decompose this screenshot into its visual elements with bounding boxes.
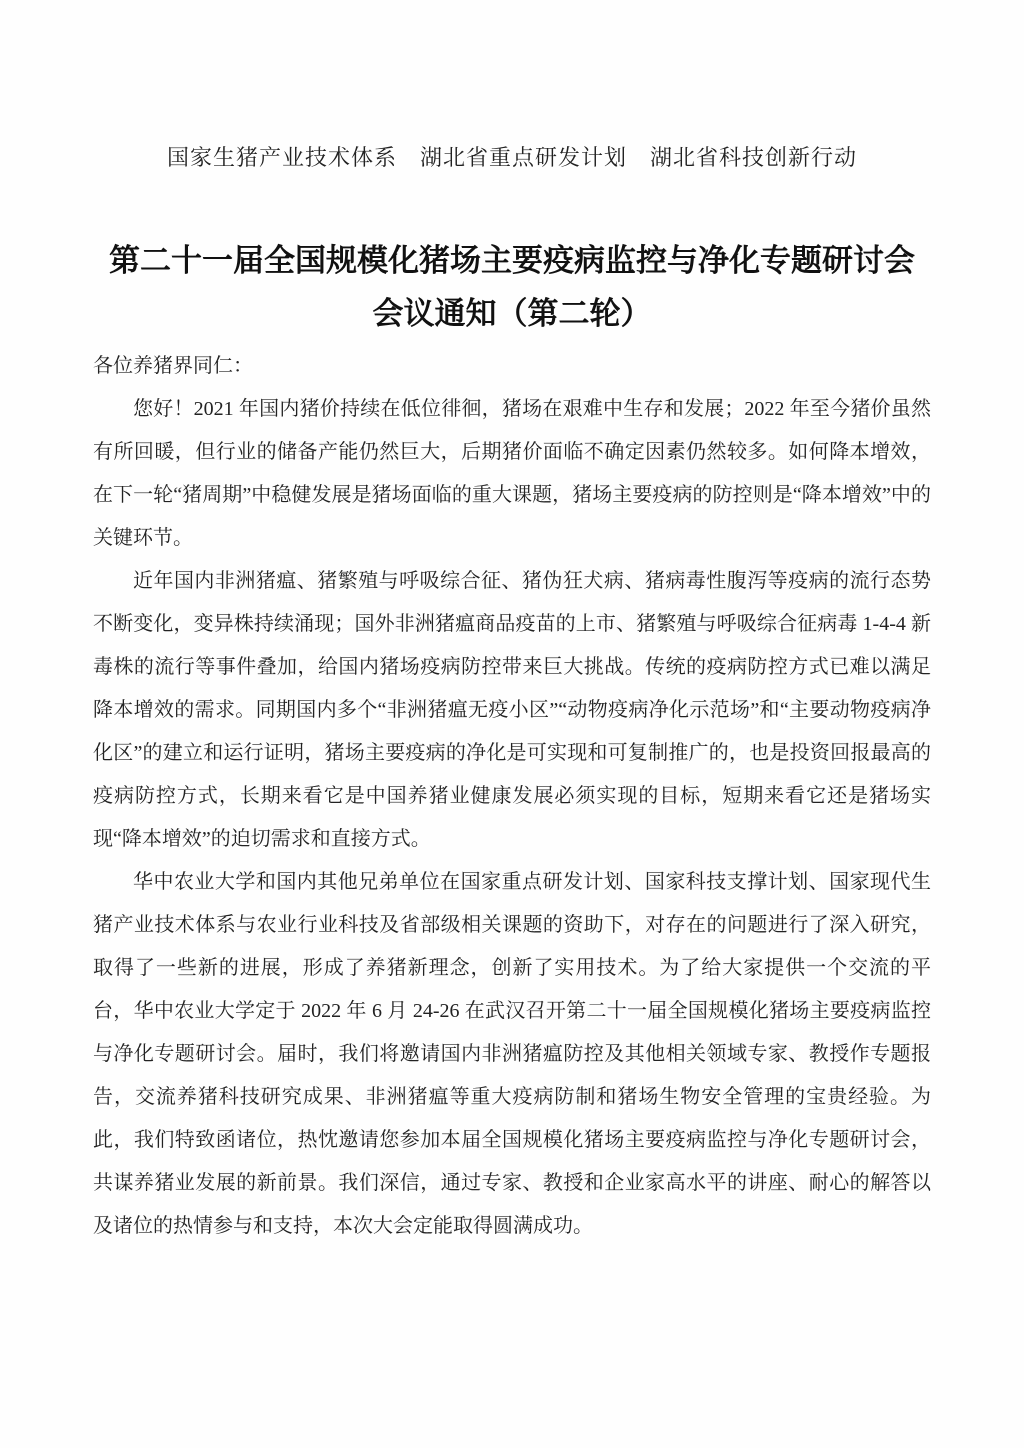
document-body — [93, 345, 931, 1248]
document-header-programs: 国家生猪产业技术体系 湖北省重点研发计划 湖北省科技创新行动 — [166, 145, 857, 170]
document-title — [40, 234, 984, 340]
paragraph-3: 华中农业大学和国内其他兄弟单位在国家重点研发计划、国家科技支撑计划、国家现代生猪产业技术体系与农业行业科技及省部级相关课题的资助下，对存在的问题进行了深入研究，取得了一些新的进展，形成了养猪新理念，创新了实用技术。为了给大家提供一个交流的平台，华中农业大学定于 2022 年 6 月 24-26 在武汉召开第二十一届全国规模化猪场主要疫病监控与净化专题研讨会。届时，我们将邀请国内非洲猪瘟防控及其他相关领域专家、教授作专题报告，交流养猪科技研究成果、非洲猪瘟等重大疫病防制和猪场生物安全管理的宝贵经验。为此，我们特致函诸位，热忱邀请您参加本届全国规模化猪场主要疫病监控与净化专题研讨会，共谋养猪业发展的新前景。我们深信，通过专家、教授和企业家高水平的讲座、耐心的解答以及诸位的热情参与和支持，本次大会定能取得圆满成功。 — [93, 871, 931, 1237]
paragraph-2: 近年国内非洲猪瘟、猪繁殖与呼吸综合征、猪伪狂犬病、猪病毒性腹泻等疫病的流行态势不断变化，变异株持续涌现；国外非洲猪瘟商品疫苗的上市、猪繁殖与呼吸综合征病毒 1-4-4 新毒株的流行等事件叠加，给国内猪场疫病防控带来巨大挑战。传统的疫病防控方式已难以满足降本增效的需求。同期国内多个“非洲猪瘟无疫小区”“动物疫病净化示范场”和“主要动物疫病净化区”的建立和运行证明，猪场主要疫病的净化是可实现和可复制推广的，也是投资回报最高的疫病防控方式，长期来看它是中国养猪业健康发展必须实现的目标，短期来看它还是猪场实现“降本增效”的迫切需求和直接方式。 — [93, 570, 931, 850]
title-line-1: 第二十一届全国规模化猪场主要疫病监控与净化专题研讨会 — [109, 243, 915, 278]
salutation: 各位养猪界同仁： — [93, 355, 253, 377]
paragraph-1: 您好！2021 年国内猪价持续在低位徘徊，猪场在艰难中生存和发展；2022 年至今猪价虽然有所回暖，但行业的储备产能仍然巨大，后期猪价面临不确定因素仍然较多。如何降本增效，在下一轮“猪周期”中稳健发展是猪场面临的重大课题，猪场主要疫病的防控则是“降本增效”中的关键环节。 — [93, 398, 931, 549]
title-line-2: 会议通知（第二轮） — [372, 296, 652, 331]
